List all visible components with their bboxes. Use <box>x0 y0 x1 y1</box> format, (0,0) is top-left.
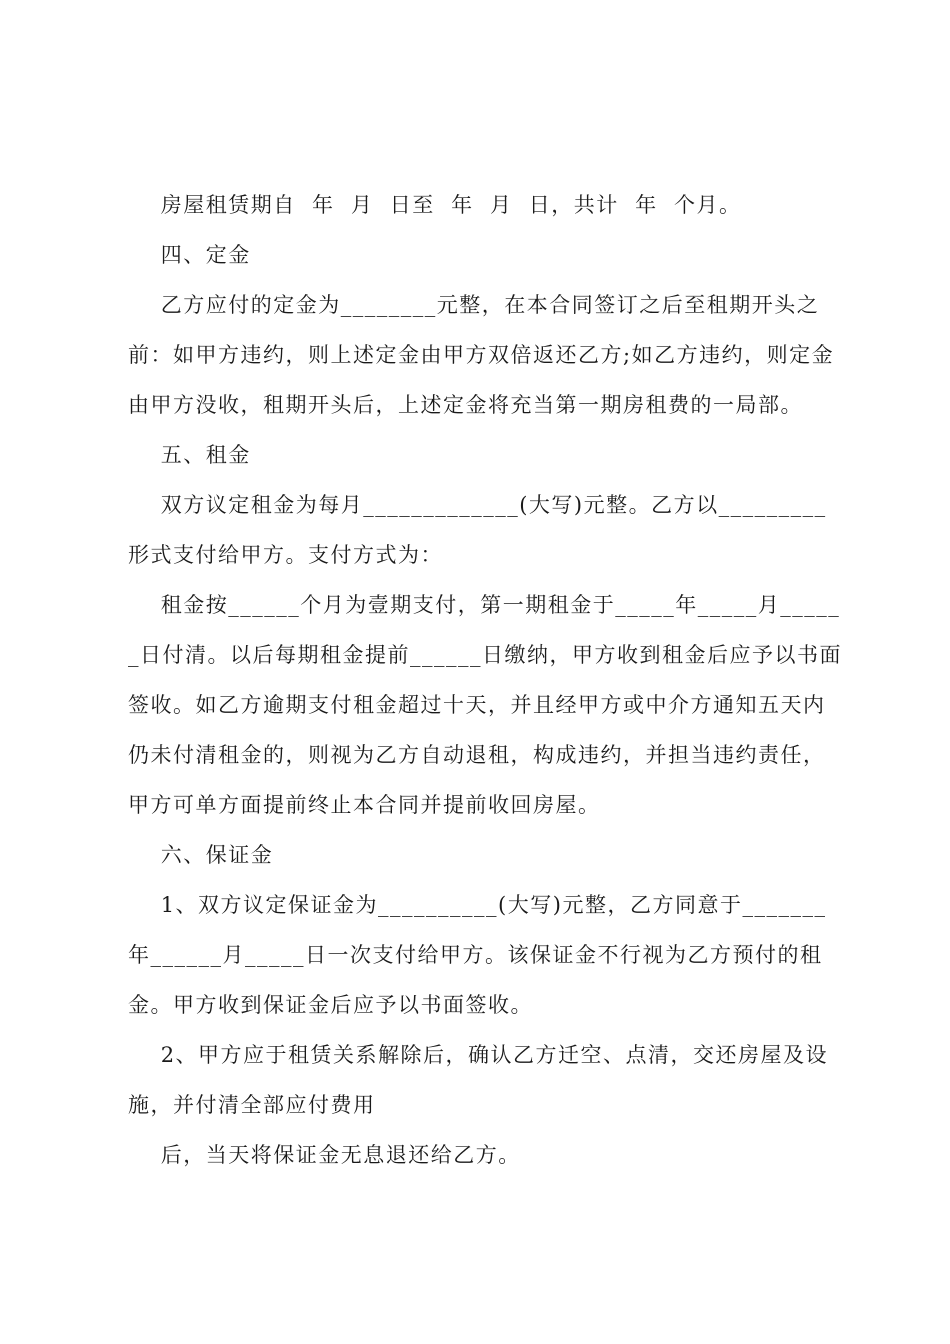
text-line: 形式支付给甲方。支付方式为： <box>128 543 443 567</box>
section-heading-rent: 五、租金 <box>128 443 251 467</box>
text-line: 签收。如乙方逾期支付租金超过十天，并且经甲方或中介方通知五天内 <box>128 693 826 717</box>
section-heading-security-deposit: 六、保证金 <box>128 843 274 867</box>
text-line: 年______月_____日一次支付给甲方。该保证金不行视为乙方预付的租 <box>128 943 823 967</box>
text-line: 仍未付清租金的，则视为乙方自动退租，构成违约，并担当违约责任， <box>128 743 826 767</box>
text-line: 房屋租赁期自 年 月 日至 年 月 日，共计 年 个月。 <box>128 193 742 217</box>
section-heading-deposit: 四、定金 <box>128 243 251 267</box>
text-line: 租金按______个月为壹期支付，第一期租金于_____年_____月_____ <box>128 593 841 617</box>
text-line: _日付清。以后每期租金提前______日缴纳，甲方收到租金后应予以书面 <box>128 643 842 667</box>
text-line: 由甲方没收，租期开头后，上述定金将充当第一期房租费的一局部。 <box>128 393 803 417</box>
text-line: 1、双方议定保证金为__________(大写)元整，乙方同意于_______ <box>128 893 827 917</box>
text-line: 施，并付清全部应付费用 <box>128 1093 376 1117</box>
text-line: 2、甲方应于租赁关系解除后，确认乙方迁空、点清，交还房屋及设 <box>128 1043 829 1067</box>
text-line: 双方议定租金为每月_____________(大写)元整。乙方以_________ <box>128 493 827 517</box>
text-line: 前：如甲方违约，则上述定金由甲方双倍返还乙方;如乙方违约，则定金 <box>128 343 835 367</box>
text-line: 金。甲方收到保证金后应予以书面签收。 <box>128 993 533 1017</box>
text-line: 乙方应付的定金为________元整，在本合同签订之后至租期开头之 <box>128 293 820 317</box>
text-line: 甲方可单方面提前终止本合同并提前收回房屋。 <box>128 793 601 817</box>
text-line: 后，当天将保证金无息退还给乙方。 <box>128 1143 521 1167</box>
